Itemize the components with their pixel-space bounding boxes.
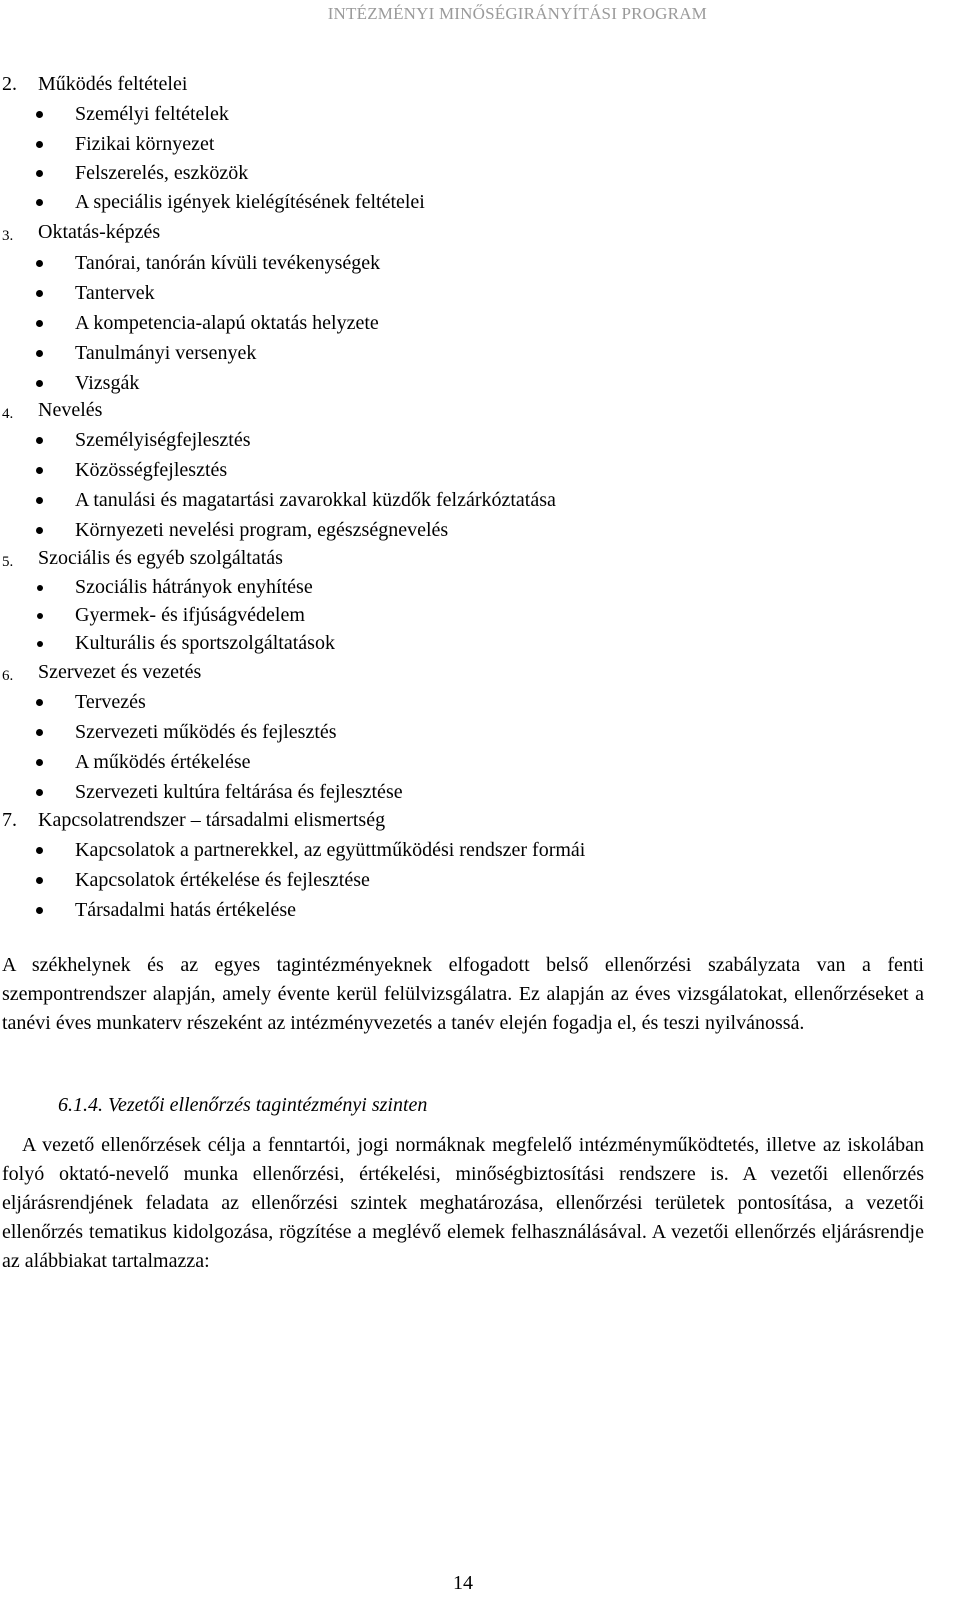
- list-item-text: Társadalmi hatás értékelése: [75, 899, 296, 921]
- list-item-text: Szociális hátrányok enyhítése: [75, 576, 313, 598]
- bullet-icon: [36, 350, 43, 357]
- list-item-text: Tervezés: [75, 691, 146, 713]
- bullet-icon: [37, 613, 43, 619]
- list-item-text: A működés értékelése: [75, 751, 251, 773]
- bullet-icon: [36, 877, 43, 884]
- bullet-icon: [36, 320, 43, 327]
- section-title: Szociális és egyéb szolgáltatás: [38, 547, 283, 569]
- list-item-text: Vizsgák: [75, 372, 140, 394]
- bullet-icon: [36, 759, 43, 766]
- list-item-text: Fizikai környezet: [75, 133, 215, 155]
- list-item-text: Kapcsolatok a partnerekkel, az együttműködési rendszer formái: [75, 839, 586, 861]
- section-title: Kapcsolatrendszer – társadalmi elismertség: [38, 809, 386, 831]
- list-item-text: A speciális igények kielégítésének feltételei: [75, 191, 425, 213]
- bullet-icon: [36, 497, 43, 504]
- bullet-icon: [36, 437, 43, 444]
- bullet-icon: [36, 290, 43, 297]
- bullet-icon: [36, 260, 43, 267]
- body-paragraph: A székhelynek és az egyes tagintézményeknek elfogadott belső ellenőrzési szabályzata van a fenti szempontrendszer alapján, amely évente kerül felülvizsgálatra. Ez alapján az éves vizsgálatokat, ellenőrzéseket a tanévi éves munkaterv részeként az intézményvezetés a tanév elején fogadja el, és teszi nyilvánossá.: [2, 954, 924, 1034]
- list-item-text: Tanórai, tanórán kívüli tevékenységek: [75, 252, 381, 274]
- section-title: Szervezet és vezetés: [38, 661, 202, 683]
- bullet-icon: [36, 729, 43, 736]
- section-number: 2.: [2, 73, 17, 95]
- bullet-icon: [36, 527, 43, 534]
- bullet-icon: [36, 907, 43, 914]
- subsection-title: Vezetői ellenőrzés tagintézményi szinten: [108, 1094, 428, 1116]
- subsection-number: 6.1.4.: [58, 1094, 103, 1116]
- bullet-icon: [36, 847, 43, 854]
- list-item-text: A tanulási és magatartási zavarokkal küzdők felzárkóztatása: [75, 489, 556, 511]
- section-number: 3.: [2, 228, 14, 244]
- section-number: 6.: [2, 668, 14, 684]
- bullet-icon: [36, 170, 43, 177]
- bullet-icon: [36, 789, 43, 796]
- list-item-text: A kompetencia-alapú oktatás helyzete: [75, 312, 379, 334]
- subsection-heading: [58, 1094, 427, 1117]
- list-item-text: Személyi feltételek: [75, 103, 229, 125]
- list-item-text: Tantervek: [75, 282, 155, 304]
- section-title: Működés feltételei: [38, 73, 188, 95]
- list-item-text: Gyermek- és ifjúságvédelem: [75, 604, 305, 626]
- section-number: 5.: [2, 554, 14, 570]
- bullet-icon: [36, 111, 43, 118]
- bullet-icon: [36, 199, 43, 206]
- bullet-icon: [36, 380, 43, 387]
- page-header: INTÉZMÉNYI MINŐSÉGIRÁNYÍTÁSI PROGRAM: [327, 4, 707, 23]
- list-item-text: Személyiségfejlesztés: [75, 429, 251, 451]
- list-item-text: Szervezeti kultúra feltárása és fejlesztése: [75, 781, 403, 803]
- bullet-icon: [36, 467, 43, 474]
- body-paragraph: [2, 1131, 924, 1276]
- section-number: 4.: [2, 406, 14, 422]
- bullet-icon: [36, 699, 43, 706]
- page-number: 14: [453, 1572, 473, 1594]
- list-item-text: Kapcsolatok értékelése és fejlesztése: [75, 869, 370, 891]
- list-item-text: Környezeti nevelési program, egészségnevelés: [75, 519, 449, 541]
- section-title: Oktatás-képzés: [38, 221, 161, 243]
- list-item-text: Közösségfejlesztés: [75, 459, 228, 481]
- bullet-icon: [36, 141, 43, 148]
- list-item-text: Kulturális és sportszolgáltatások: [75, 632, 335, 654]
- bullet-icon: [37, 641, 43, 647]
- body-paragraph-text: A vezető ellenőrzések célja a fenntartói, jogi normáknak megfelelő intézményműködtetés, illetve az iskolában folyó oktató-nevelő munka ellenőrzési, értékelési, minőségbiztosítási rendszere is. A vezetői ellenőrzés eljárásrendjének feladata az ellenőrzési szintek meghatározása, ellenőrzési területek pontosítása, a vezetői ellenőrzés tematikus kidolgozása, rögzítése a meglévő elemek felhasználásával. A vezetői ellenőrzés eljárásrendje az alábbiakat tartalmazza:: [2, 1134, 924, 1272]
- list-item-text: Tanulmányi versenyek: [75, 342, 257, 364]
- bullet-icon: [37, 585, 43, 591]
- list-item-text: Szervezeti működés és fejlesztés: [75, 721, 337, 743]
- section-number: 7.: [2, 809, 17, 831]
- section-title: Nevelés: [38, 399, 103, 421]
- list-item-text: Felszerelés, eszközök: [75, 162, 249, 184]
